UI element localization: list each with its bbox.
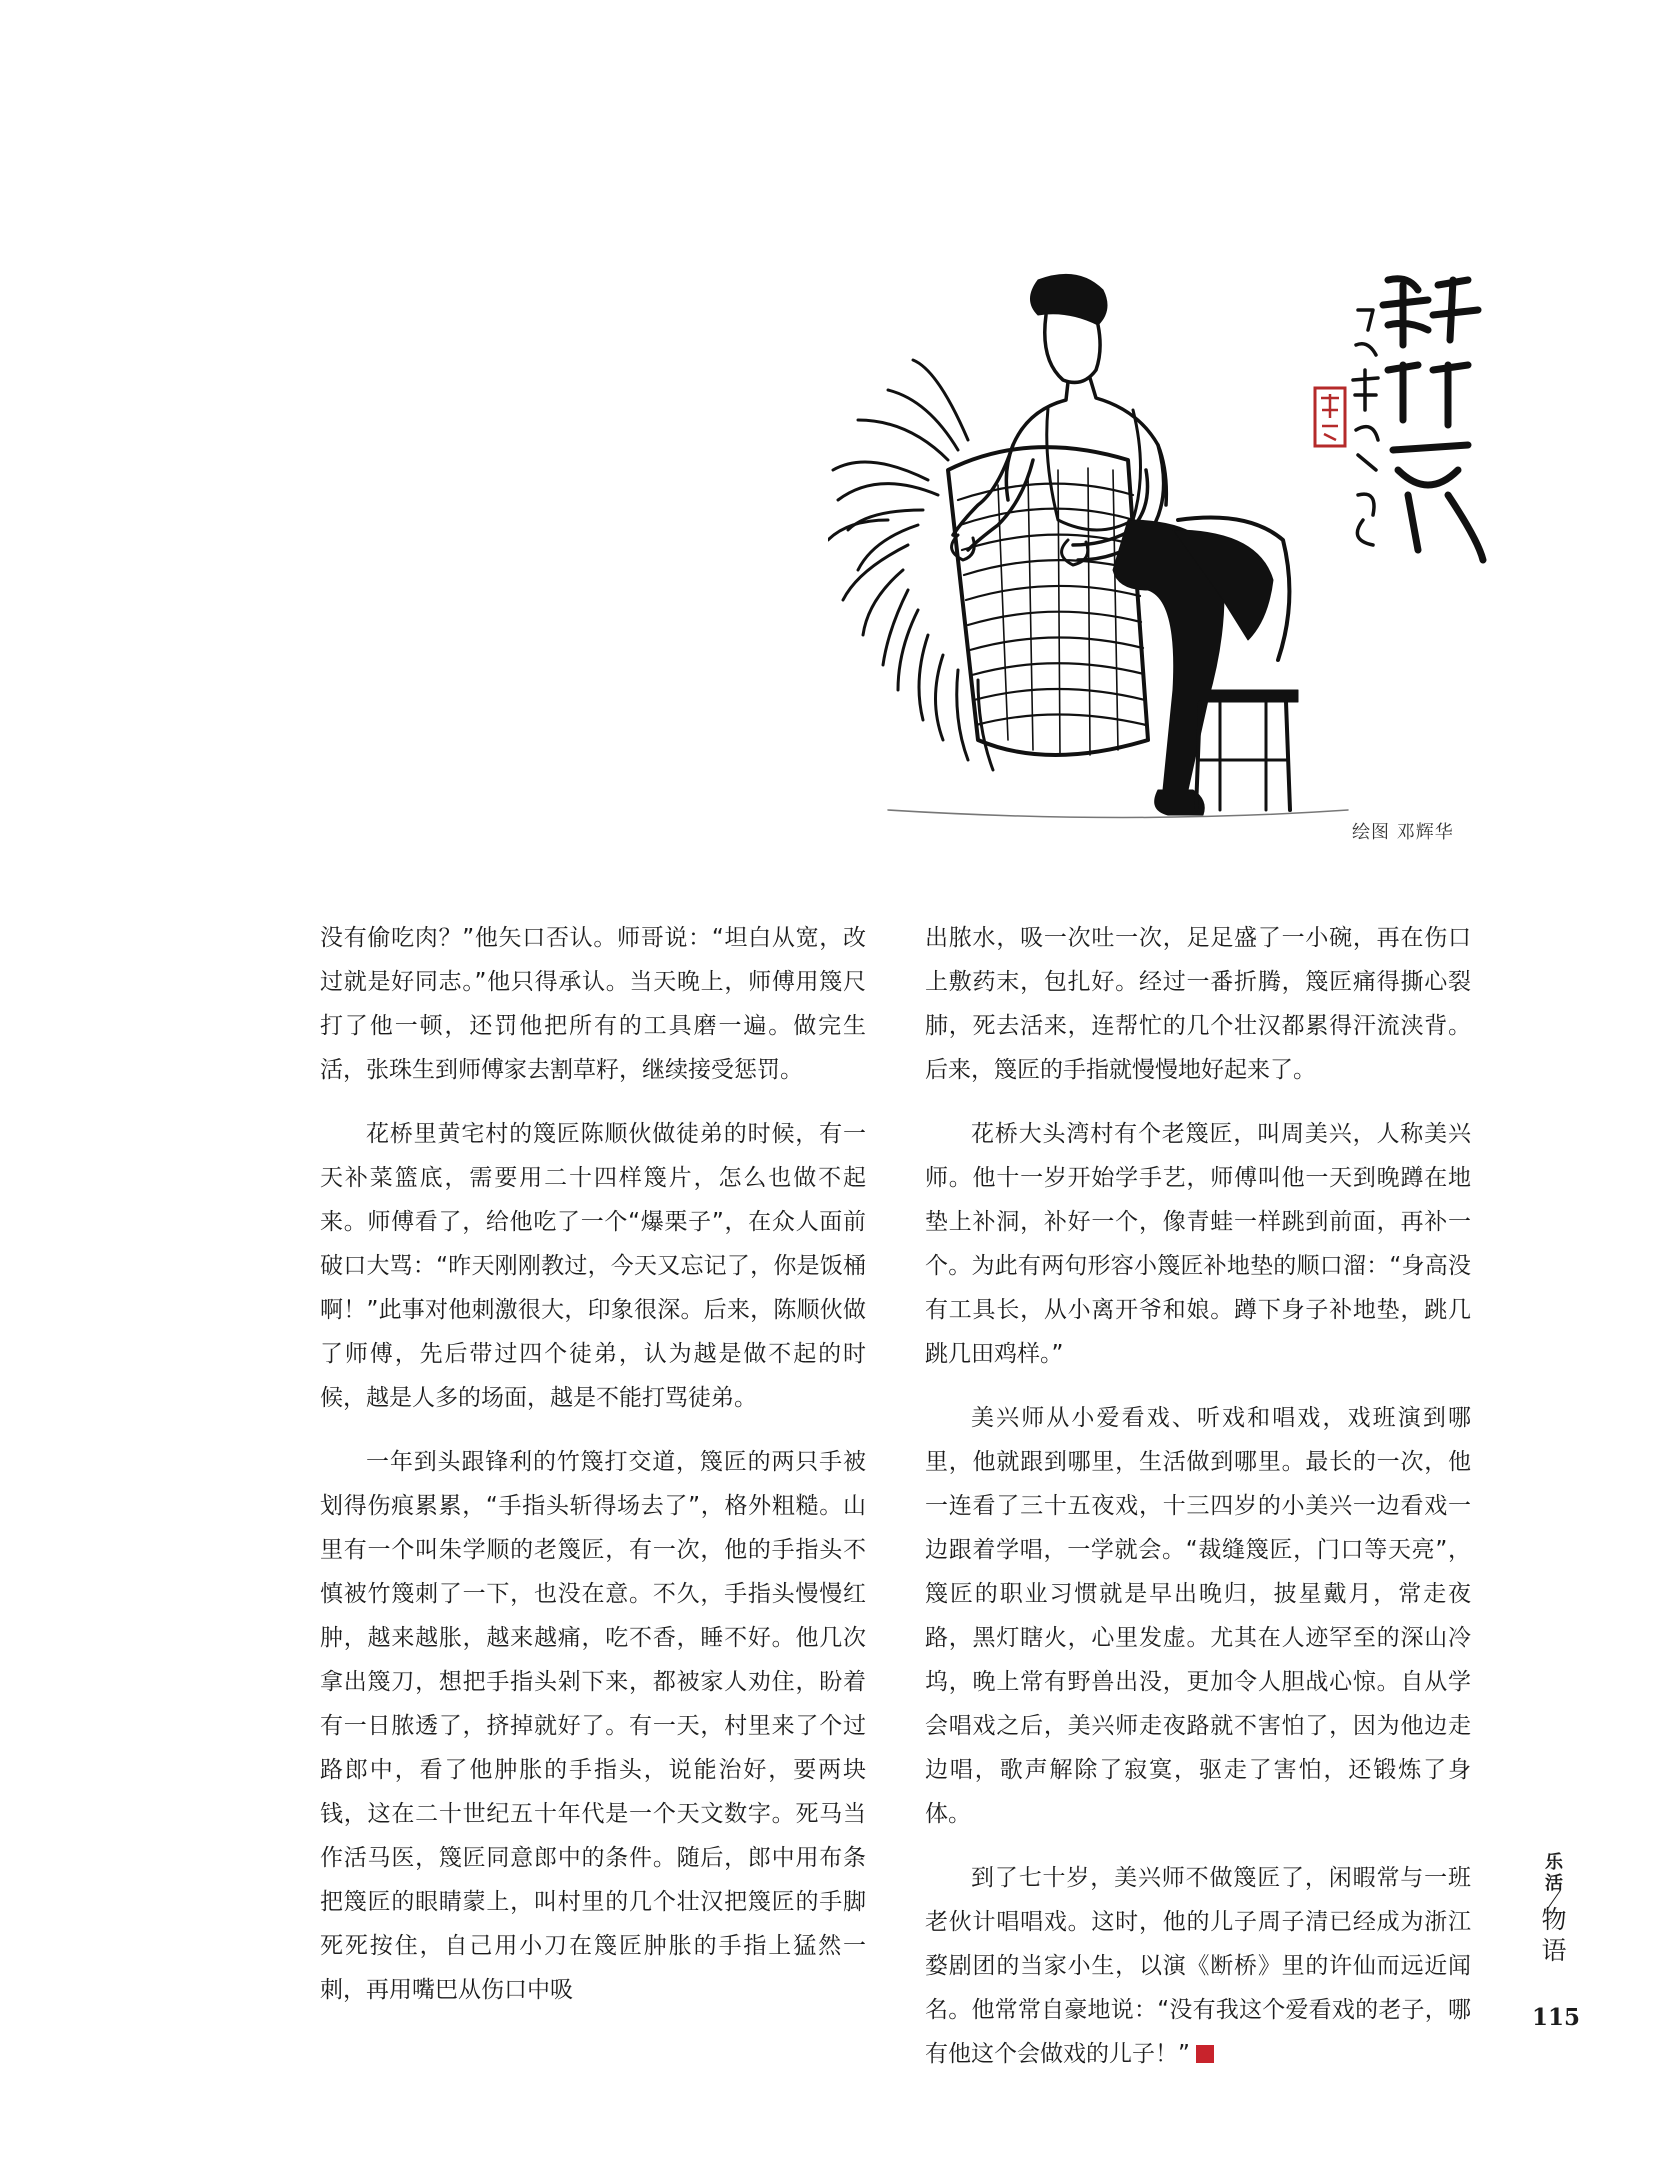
paragraph: 美兴师从小爱看戏、听戏和唱戏，戏班演到哪里，他就跟到哪里，生活做到哪里。最长的一次，他一连看了三十五夜戏，十三四岁的小美兴一边看戏一边跟着学唱，一学就会。“裁缝篾匠，门口等天亮”，篾匠的职业习惯就是早出晚归，披星戴月，常走夜路，黑灯瞎火，心里发虚。尤其在人迹罕至的深山冷坞，晚上常有野兽出没，更加令人胆战心惊。自从学会唱戏之后，美兴师走夜路就不害怕了，因为他边走边唱，歌声解除了寂寞，驱走了害怕，还锻炼了身体。 xyxy=(925,1405,1471,1827)
section-name: 乐 活 xyxy=(1545,1852,1563,1894)
paragraph: 花桥里黄宅村的篾匠陈顺伙做徒弟的时候，有一天补菜篮底，需要用二十四样篾片，怎么也做不起来。师傅看了，给他吃了一个“爆栗子”，在众人面前破口大骂：“昨天刚刚教过，今天又忘记了，你是饭桶啊！”此事对他刺激很大，印象很深。后来，陈顺伙做了师傅，先后带过四个徒弟，认为越是做不起的时候，越是人多的场面，越是不能打骂徒弟。 xyxy=(320,1121,866,1411)
article-right-column xyxy=(925,916,1471,2096)
subsection-name: 物 语 xyxy=(1541,1905,1567,1965)
article-left-column xyxy=(320,916,866,2032)
section-folio xyxy=(1534,1852,1574,1966)
paragraph-final xyxy=(925,1856,1471,2076)
paragraph: 出脓水，吸一次吐一次，足足盛了一小碗，再在伤口上敷药末，包扎好。经过一番折腾，篾匠痛得撕心裂肺，死去活来，连帮忙的几个壮汉都累得汗流浃背。后来，篾匠的手指就慢慢地好起来了。 xyxy=(925,925,1471,1083)
bamboo-weaver-illustration xyxy=(828,270,1488,880)
illustration-caption: 绘图 邓辉华 xyxy=(1352,822,1454,843)
paragraph-final-text: 到了七十岁，美兴师不做篾匠了，闲暇常与一班老伙计唱唱戏。这时，他的儿子周子清已经成为浙江婺剧团的当家小生，以演《断桥》里的许仙而远近闻名。他常常自豪地说：“没有我这个爱看戏的老子，哪有他这个会做戏的儿子！” xyxy=(925,1865,1471,2067)
seal-stamp xyxy=(1315,388,1345,446)
page-number: 115 xyxy=(1532,2004,1581,2031)
end-of-article-mark xyxy=(1196,2045,1214,2063)
paragraph: 花桥大头湾村有个老篾匠，叫周美兴，人称美兴师。他十一岁开始学手艺，师傅叫他一天到晚蹲在地垫上补洞，补好一个，像青蛙一样跳到前面，再补一个。为此有两句形容小篾匠补地垫的顺口溜：“身高没有工具长，从小离开爷和娘。蹲下身子补地垫，跳几跳几田鸡样。” xyxy=(925,1121,1471,1367)
paragraph: 没有偷吃肉？”他矢口否认。师哥说：“坦白从宽，改过就是好同志。”他只得承认。当天晚上，师傅用篾尺打了他一顿，还罚他把所有的工具磨一遍。做完生活，张珠生到师傅家去割草籽，继续接受惩罚。 xyxy=(320,925,866,1083)
paragraph: 一年到头跟锋利的竹篾打交道，篾匠的两只手被划得伤痕累累，“手指头斩得场去了”，格外粗糙。山里有一个叫朱学顺的老篾匠，有一次，他的手指头不慎被竹篾刺了一下，也没在意。不久，手指头慢慢红肿，越来越胀，越来越痛，吃不香，睡不好。他几次拿出篾刀，想把手指头剁下来，都被家人劝住，盼着有一日脓透了，挤掉就好了。有一天，村里来了个过路郎中，看了他肿胀的手指头，说能治好，要两块钱，这在二十世纪五十年代是一个天文数字。死马当作活马医，篾匠同意郎中的条件。随后，郎中用布条把篾匠的眼睛蒙上，叫村里的几个壮汉把篾匠的手脚死死按住，自己用小刀在篾匠肿胀的手指上猛然一刺，再用嘴巴从伤口中吸 xyxy=(320,1449,866,2003)
